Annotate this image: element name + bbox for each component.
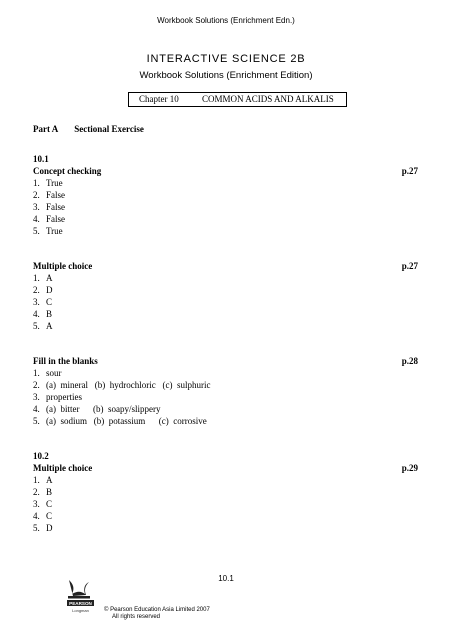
pearson-logo — [63, 578, 99, 618]
list-item: 5. (a) sodium (b) potassium (c) corrosive — [33, 416, 207, 426]
list-item: 4. C — [33, 511, 53, 521]
part-name: Sectional Exercise — [74, 124, 144, 134]
part-heading — [33, 124, 144, 134]
concept-checking-page: p.27 — [401, 166, 418, 176]
list-item: 3. False — [33, 202, 65, 212]
fill-blanks-list — [33, 367, 210, 427]
multiple-choice-title: Multiple choice — [33, 261, 93, 271]
list-item: 4. False — [33, 214, 65, 224]
list-item: 1. A — [33, 273, 53, 283]
list-item: 5. A — [33, 321, 53, 331]
multiple-choice-2-list — [33, 474, 53, 534]
list-item: 2. False — [33, 190, 65, 200]
list-item: 4. B — [33, 309, 53, 319]
multiple-choice-2-title: Multiple choice — [33, 463, 93, 473]
list-item: 3. properties — [33, 392, 82, 402]
svg-text:PEARSON: PEARSON — [69, 601, 92, 606]
copyright-line-1: © Pearson Education Asia Limited 2007 — [104, 607, 210, 613]
concept-checking-title: Concept checking — [33, 166, 102, 176]
chapter-box — [128, 92, 347, 107]
list-item: 2. D — [33, 285, 53, 295]
fill-blanks-title: Fill in the blanks — [33, 356, 98, 366]
list-item: 3. C — [33, 499, 53, 509]
document-title: INTERACTIVE SCIENCE 2B — [146, 53, 306, 65]
concept-checking-list — [33, 177, 65, 237]
multiple-choice-page: p.27 — [401, 261, 418, 271]
list-item: 1. True — [33, 178, 63, 188]
list-item: 5. True — [33, 226, 63, 236]
list-item: 5. D — [33, 523, 53, 533]
running-head: Workbook Solutions (Enrichment Edn.) — [157, 16, 295, 25]
pearson-logo-icon — [63, 578, 99, 618]
list-item: 3. C — [33, 297, 53, 307]
document-subtitle: Workbook Solutions (Enrichment Edition) — [139, 70, 313, 81]
copyright — [104, 607, 210, 621]
list-item: 2. B — [33, 487, 53, 497]
chapter-number: Chapter 10 — [139, 94, 179, 104]
section-heading-10-2: 10.2 — [33, 451, 49, 461]
section-heading-10-1: 10.1 — [33, 154, 49, 164]
list-item: 1. sour — [33, 368, 62, 378]
page-number: 10.1 — [218, 574, 234, 583]
fill-blanks-page: p.28 — [401, 356, 418, 366]
svg-text:Longman: Longman — [72, 608, 89, 613]
multiple-choice-2-page: p.29 — [401, 463, 418, 473]
list-item: 2. (a) mineral (b) hydrochloric (c) sulphuric — [33, 380, 211, 390]
part-label: Part A — [33, 124, 59, 134]
list-item: 1. A — [33, 475, 53, 485]
copyright-line-2: All rights reserved — [112, 614, 161, 620]
list-item: 4. (a) bitter (b) soapy/slippery — [33, 404, 161, 414]
chapter-name: COMMON ACIDS AND ALKALIS — [202, 94, 334, 104]
multiple-choice-list — [33, 272, 53, 332]
